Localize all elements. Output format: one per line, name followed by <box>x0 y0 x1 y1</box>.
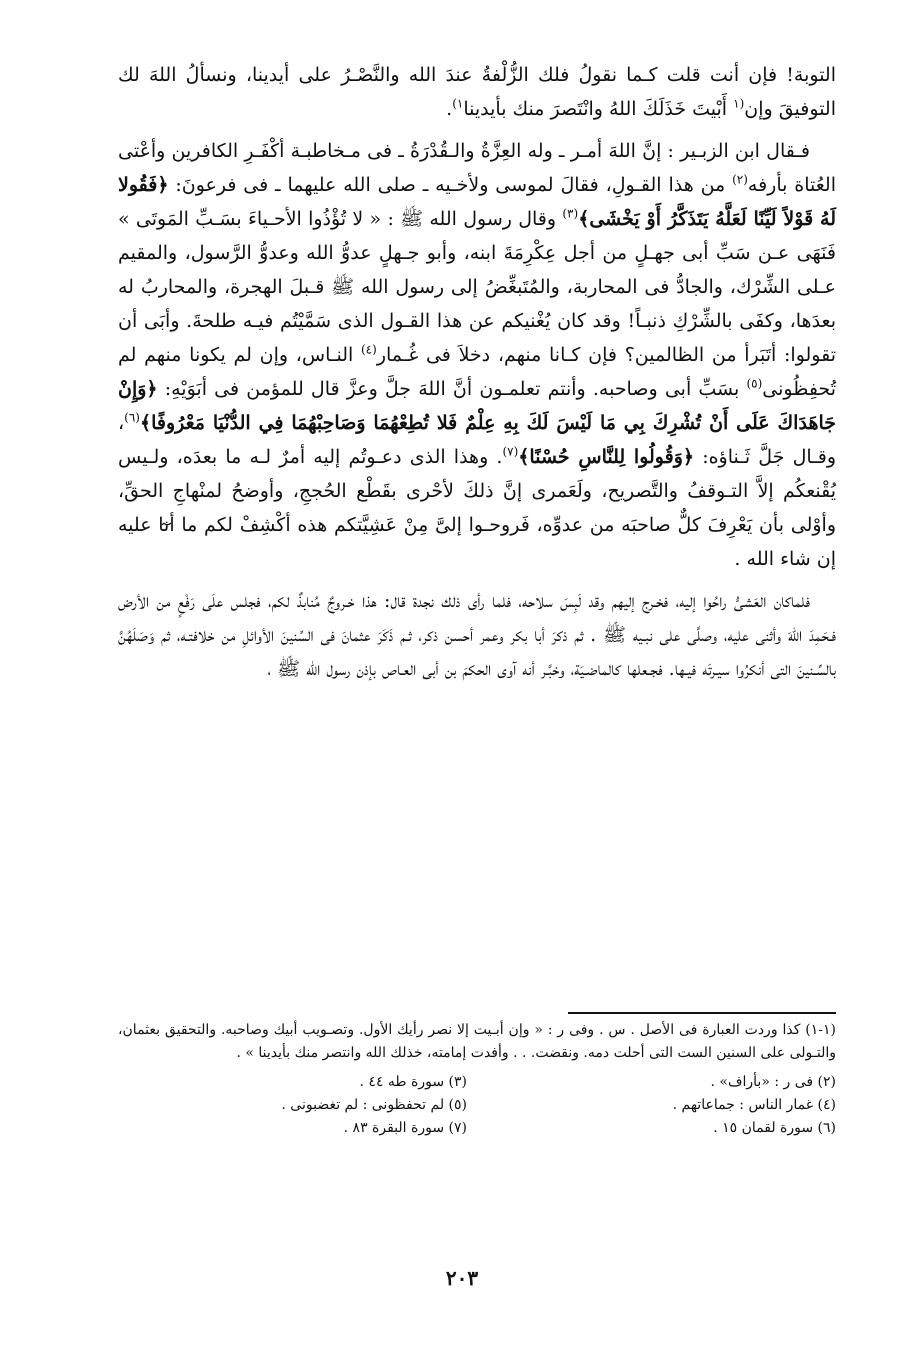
text-run: وقال رسول الله ﷺ : « لا تُؤْذُوا الأحـياءَ بسَـبِّ المَوتَى » فَنَهَى عـن سَبِّ أبى جهـلٍ من أجل عِكْرِمَةَ ابنه، وأبو جـهلٍ عدوُّ الله وعدوُّ الرَّسول، والمقيم عـلى الشِّرْك، والجادُّ فى المحاربة، والمُتَبغِّضُ إلى رسول الله ﷺ قـبلَ الهجرة، والمحاربُ له بعدَها، وكفَى بالشِّرْكِ ذنبـاً! وقد كان يُغْنيكم عن هذا القـول الذى سَمَّيْتُم فيـه طلحةَ. وأبَى أن تقولوا: أتَبَرأ من الظالمين؟ فإن كـانا منهم، دخلاَ فى غُـمار <box>118 208 837 366</box>
footnotes <box>118 1019 836 1140</box>
paragraph <box>118 134 836 576</box>
footnote-1: (١-١) كذا وردت العبارة فى الأصل . س . وفى ر : « وإن أبـيت إلا نصر رأيك الأول. وتصـويب أبيك وصاحبه. والتحقيق بعثمان، والتـولى على السنين الست التى أحلت دمه. ونقضت. . . وأفدت إمامته، خذلك الله وانتصر منك بأيدينا » . <box>118 1022 836 1061</box>
paragraph <box>118 58 836 126</box>
footnote-separator <box>568 1012 836 1014</box>
text-run: التوبة! فإن أنت قلت كـما نقولُ فلك الزُّلْفةُ عندَ الله والنَّصْـرُ على أيدينا، ونسألُ اللهَ لك التوفيقَ وإن <box>118 64 836 120</box>
footnote-reference: (١ <box>733 96 745 111</box>
footnote-reference: (٥) <box>746 376 763 391</box>
footnote-5: (٥) لم تحفظونى : لم تغضبونى . <box>281 1097 467 1113</box>
main-text <box>118 58 836 686</box>
footnote-reference: (٤) <box>360 342 377 357</box>
text-run: من هذا القـولِ، فقالَ لموسى ولأخـيه ـ صلى الله عليهما ـ فى فرعونَ: <box>168 174 733 196</box>
text-run: فـقال ابن الزبـير : إنَّ اللهَ أمـر ـ وله العِزَّةُ والـقُدْرَةُ ـ فى مـخاطبـة أكْفَـرِ الكافرين وأعْتى العُتاة بأرفه <box>118 140 836 196</box>
footnote-6: (٦) سورة لقمان ١٥ . <box>713 1120 836 1136</box>
quran-verse: ﴿فَقُولا لَهُ قَوْلاً لَيِّنًا لَعَلَّهُ يَتَذَكَّرُ أَوْ يَخْشَى﴾ <box>118 174 836 230</box>
text-run: ، وقـال جَلَّ ثَـناؤه: <box>118 412 836 468</box>
paragraph <box>118 584 836 686</box>
quran-verse: ﴿وَإِنْ جَاهَدَاكَ عَلَى أَنْ تُشْرِكَ بِي مَا لَيْسَ لَكَ بِهِ عِلْمٌ فَلا تُطِعْهُمَا وَصَاحِبْهُمَا فِي الدُّنْيَا مَعْرُوفًا﴾ <box>118 378 836 434</box>
text-run: فلماكان العَشىُّ راحُوا إليه، فخـرج إليهم وقد لَبِسَ سلاحه، فلما رأى ذلك نجدة قال: هذا خـروجٌ مُنابذٌ لكم، فجلس علَى رَفْعٍ من الأرض فـحَمِدَ اللهَ وأثنى عليه، وصلَّى على نبـيه ﷺ . ثم ذكرَ أبا بكر وعمر أحسن ذكر، ثـم ذَكَرَ عثمانَ فى السِّنينَ الأوائلِ من خلافتـه، ثم وَصَلَهُنَّ بالسِّـنينَ التى أنكرُوا سيـرتَه فيـها. فجـعلها كالماضـيَة، وخبَّـر أنه آوى الحكمَ بن أبى العـاص بإذن رسول الله ﷺ ، <box>118 590 836 680</box>
footnote-reference: (٧) <box>502 444 519 459</box>
footnote-reference: ١) <box>452 96 464 111</box>
footnote-7: (٧) سورة البقرة ٨٣ . <box>343 1120 467 1136</box>
page-number: ٢٠٣ <box>445 1266 479 1290</box>
text-run: . <box>446 98 453 120</box>
footnote-reference: (٦) <box>124 410 140 425</box>
footnote-4: (٤) غمار الناس : جماعاتهم . <box>672 1097 836 1113</box>
text-run: النـاس، وإن لم يكونا منهم لم تُحفِظُونى <box>118 344 836 400</box>
text-run: أَبْيتَ خَذَلَكَ اللهُ وانْتَصرَ منك بأيدينا <box>463 98 734 120</box>
footnote-grid <box>118 1071 836 1140</box>
footnote-2: (٢) فى ر : «بأراف» . <box>710 1074 836 1090</box>
quran-verse: ﴿وَقُولُوا لِلنَّاسِ حُسْنًا﴾ <box>518 446 695 468</box>
text-run: بسَبِّ أبى وصاحبه. وأنتم تعلمـون أنَّ اللهَ جلَّ وعزَّ قال للمؤمن فى أبَوَيْهِ: <box>157 378 747 400</box>
text-run: . وهذا الذى دعـوتُم إليه أمرٌ لـه ما بعدَه، ولـيس يُقْنعكُم إلاَّ التـوقفُ والتَّصريح، ولَعَمرى إنَّ ذلكَ لأحْرى بقَطْع الحُججِ، وأوضحُ لمنْهاجِ الحقِّ، وأوْلى بأن يَعْرِفَ كلٌّ صاحبَه من عدوِّه، فَروحـوا إلىَّ مِنْ عَشِيَّتكم هذه أكْشِفْ لكم ما أنا عليه إن شاء الله . <box>118 446 836 570</box>
footnote-reference: (٣) <box>562 206 579 221</box>
footnote-reference: (٢) <box>732 172 748 187</box>
footnote-3: (٣) سورة طه ٤٤ . <box>359 1074 467 1090</box>
